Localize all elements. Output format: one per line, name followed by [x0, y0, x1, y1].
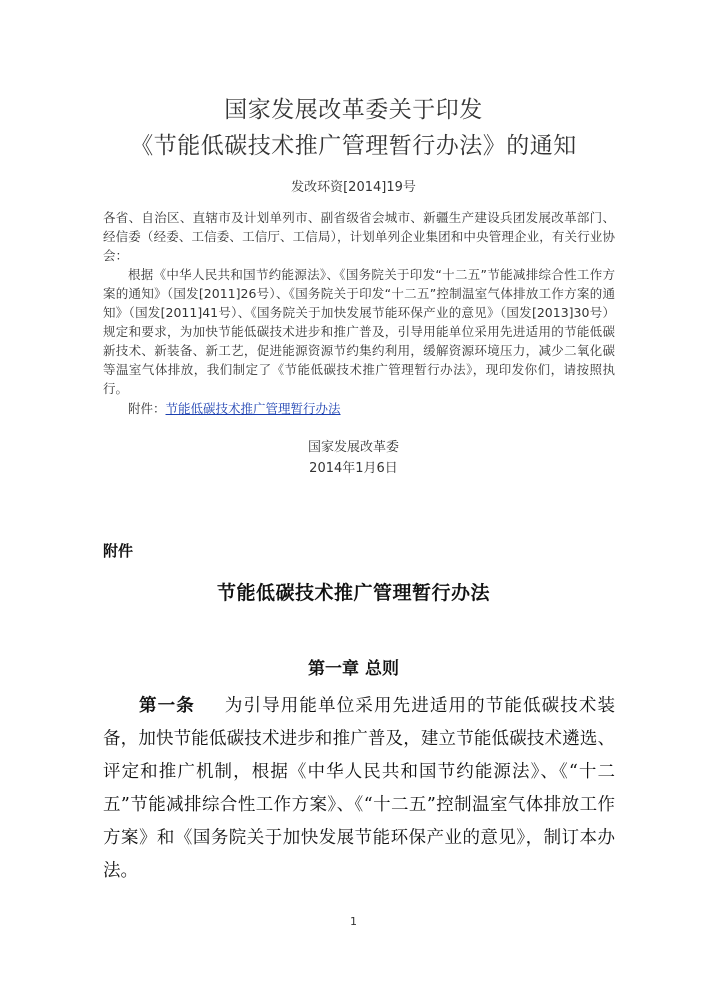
article-paragraph [103, 690, 615, 888]
page-number: 1 [350, 915, 357, 928]
notice-title-line1: 国家发展改革委关于印发 [224, 97, 483, 123]
attachment-label: 附件 [103, 542, 134, 560]
notice-body-paragraph: 根据《中华人民共和国节约能源法》、《国务院关于印发“十二五”节能减排综合性工作方案的通知》（国发[2011]26号）、《国务院关于印发“十二五”控制温室气体排放工作方案的通知》（国发[2011]41号）、《国务院关于加快发展节能环保产业的意见》（国发[2013]30号）规定和要求，为加快节能低碳技术进步和推广普及，引导用能单位采用先进适用的节能低碳新技术、新装备、新工艺，促进能源资源节约集约利用，缓解资源环境压力，减少二氧化碳等温室气体排放，我们制定了《节能低碳技术推广管理暂行办法》，现印发你们，请按照执行。 [103, 267, 615, 396]
chapter-heading: 第一章 总则 [308, 659, 399, 679]
document-number: 发改环资[2014]19号 [291, 180, 416, 195]
addressee-paragraph: 各省、自治区、直辖市及计划单列市、副省级省会城市、新疆生产建设兵团发展改革部门、经信委（经委、工信委、工信厅、工信局），计划单列企业集团和中央管理企业，有关行业协会： [103, 210, 615, 263]
signing-date: 2014年1月6日 [309, 461, 398, 476]
attachment-link[interactable]: 节能低碳技术推广管理暂行办法 [165, 401, 341, 416]
measures-title: 节能低碳技术推广管理暂行办法 [216, 582, 490, 604]
attachment-prefix: 附件： [128, 401, 166, 416]
notice-title-line2: 《节能低碳技术推广管理暂行办法》的通知 [130, 133, 577, 159]
article-text: 为引导用能单位采用先进适用的节能低碳技术装备，加快节能低碳技术进步和推广普及，建立节能低碳技术遴选、评定和推广机制，根据《中华人民共和国节约能源法》、《“十二五”节能减排综合性工作方案》、《“十二五”控制温室气体排放工作方案》和《国务院关于加快发展节能环保产业的意见》，制订本办法。 [103, 696, 616, 881]
signer-organization: 国家发展改革委 [307, 440, 399, 455]
attachment-reference [128, 399, 341, 417]
article-label: 第一条 [139, 696, 195, 716]
